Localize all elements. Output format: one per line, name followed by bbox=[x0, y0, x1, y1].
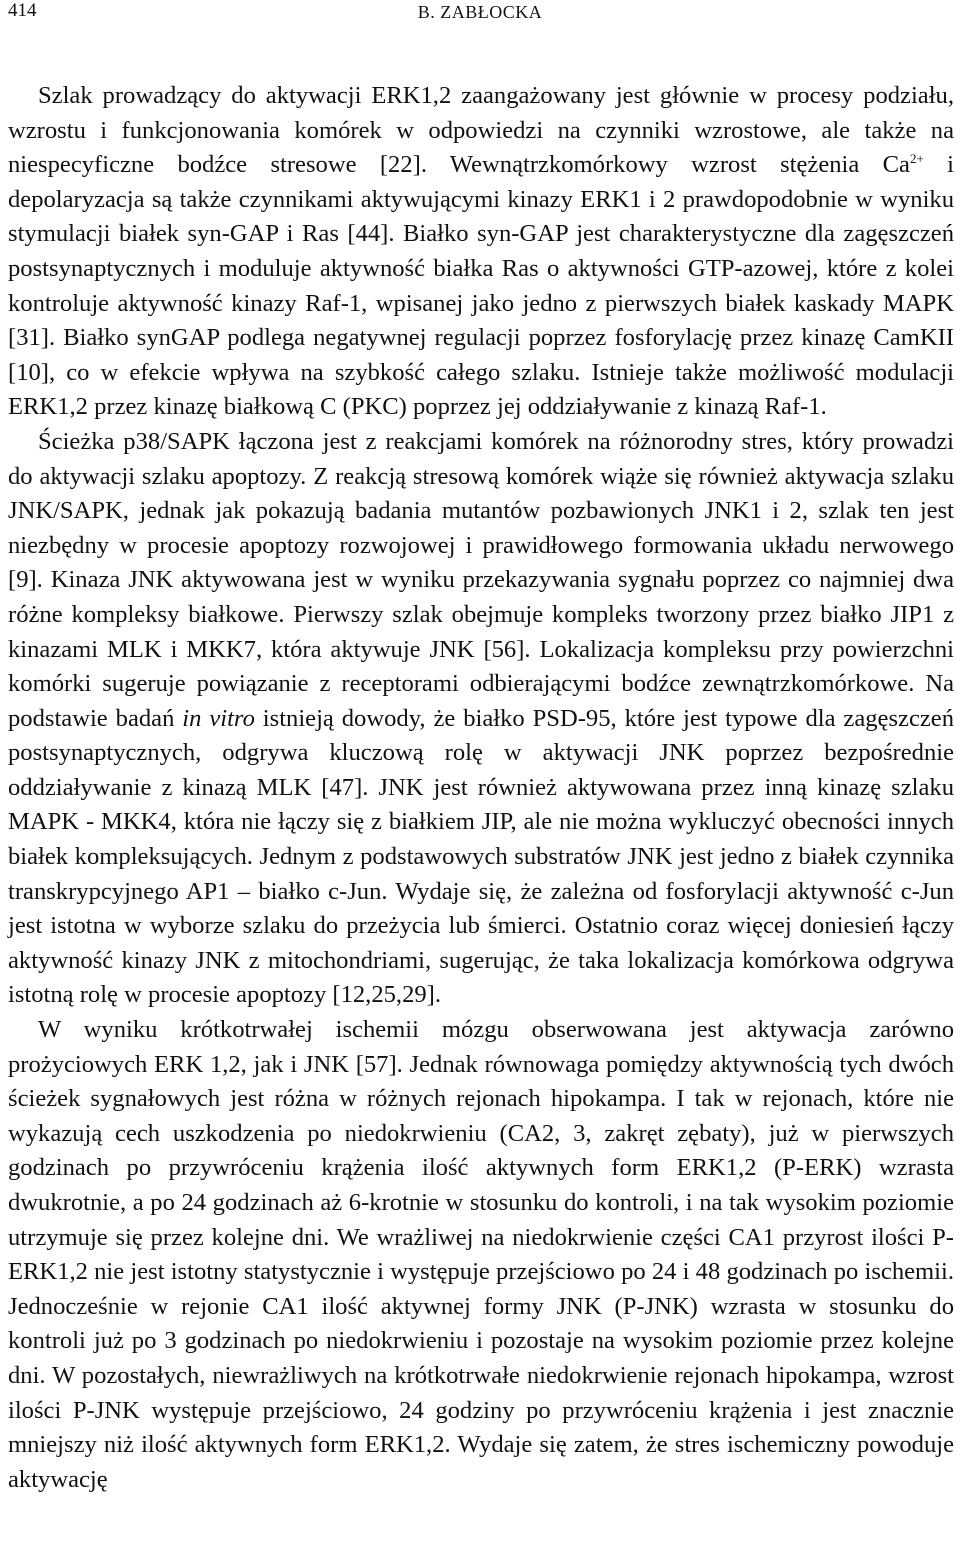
running-head: B. ZABŁOCKA bbox=[417, 2, 543, 22]
paragraph bbox=[8, 425, 954, 1013]
italic-term: in vitro bbox=[182, 704, 255, 732]
paragraph-text: istnieją dowody, że białko PSD-95, które jest typowe dla zagęszczeń postsynaptycznych, odgrywa kluczową rolę w aktywacji JNK poprzez bezpośrednie oddziaływanie z kinazą MLK [47]. JNK jest również aktywowana przez inną kinazę szlaku MAPK - MKK4, która nie łączy się z białkiem JIP, ale nie można wykluczyć obecności innych białek kompleksujących. Jednym z podstawowych substratów JNK jest jedno z białek czynnika transkrypcyjnego AP1 – białko c-Jun. Wydaje się, że zależna od fosforylacji aktywność c-Jun jest istotna w wyborze szlaku do przeżycia lub śmierci. Ostatnio coraz więcej doniesień łączy aktywność kinazy JNK z mitochondriami, sugerując, że taka lokalizacja komórkowa odgrywa istotną rolę w procesie apoptozy [12,25,29]. bbox=[8, 704, 954, 1009]
paragraph bbox=[8, 79, 954, 425]
paragraph bbox=[8, 1013, 954, 1497]
paragraph-text: Szlak prowadzący do aktywacji ERK1,2 zaangażowany jest głównie w procesy podziału, wzrostu i funkcjonowania komórek w odpowiedzi na czynniki wzrostowe, ale także na niespecyficzne bodźce stresowe [22]. Wewnątrzkomórkowy wzrost stężenia Ca bbox=[8, 82, 954, 179]
paragraph-text: Ścieżka p38/SAPK łączona jest z reakcjami komórek na różnorodny stres, który prowadzi do aktywacji szlaku apoptozy. Z reakcją stresową komórek wiąże się również aktywacja szlaku JNK/SAPK, jednak jak pokazują badania mutantów pozbawionych JNK1 i 2, szlak ten jest niezbędny w procesie apoptozy rozwojowej i prawidłowego formowania układu nerwowego [9]. Kinaza JNK aktywowana jest w wyniku przekazywania sygnału poprzez co najmniej dwa różne kompleksy białkowe. Pierwszy szlak obejmuje kompleks tworzony przez białko JIP1 z kinazami MLK i MKK7, która aktywuje JNK [56]. Lokalizacja kompleksu przy powierzchni komórki sugeruje powiązanie z receptorami odbierającymi bodźce zewnątrzkomórkowe. Na podstawie badań bbox=[8, 427, 954, 732]
article-body bbox=[8, 79, 954, 1497]
paragraph-text: W wyniku krótkotrwałej ischemii mózgu obserwowana jest aktywacja zarówno prożyciowych ERK 1,2, jak i JNK [57]. Jednak równowaga pomiędzy aktywnością tych dwóch ścieżek sygnałowych jest różna w różnych rejonach hipokampa. I tak w rejonach, które nie wykazują cech uszkodzenia po niedokrwieniu (CA2, 3, zakręt zębaty), już w pierwszych godzinach po przywróceniu krążenia ilość aktywnych form ERK1,2 (P-ERK) wzrasta dwukrotnie, a po 24 godzinach aż 6-krotnie w stosunku do kontroli, i na tak wysokim poziomie utrzymuje się przez kolejne dni. We wrażliwej na niedokrwienie części CA1 przyrost ilości P-ERK1,2 nie jest istotny statystycznie i występuje przejściowo po 24 i 48 godzinach po ischemii. Jednocześnie w rejonie CA1 ilość aktywnej formy JNK (P-JNK) wzrasta w stosunku do kontroli już po 3 godzinach po niedokrwieniu i pozostaje na wysokim poziomie przez kolejne dni. W pozostałych, niewrażliwych na krótkotrwałe niedokrwienie rejonach hipokampa, wzrost ilości P-JNK występuje przejściowo, 24 godziny po przywróceniu krążenia i jest znacznie mniejszy niż ilość aktywnych form ERK1,2. Wydaje się zatem, że stres ischemiczny powoduje aktywację bbox=[8, 1016, 954, 1493]
page-header bbox=[0, 0, 960, 30]
page-number: 414 bbox=[8, 0, 37, 21]
paragraph-text: i depolaryzacja są także czynnikami aktywującymi kinazy ERK1 i 2 prawdopodobnie w wyniku stymulacji białek syn-GAP i Ras [44]. Białko syn-GAP jest charakterystyczne dla zagęszczeń postsynaptycznych i moduluje aktywność białka Ras o aktywności GTP-azowej, które z kolei kontroluje aktywność kinazy Raf-1, wpisanej jako jedno z pierwszych białek kaskady MAPK [31]. Białko synGAP podlega negatywnej regulacji poprzez fosforylację przez kinazę CamKII [10], co w efekcie wpływa na szybkość całego szlaku. Istnieje także możliwość modulacji ERK1,2 przez kinazę białkową C (PKC) poprzez jej oddziaływanie z kinazą Raf-1. bbox=[8, 151, 954, 421]
superscript: 2+ bbox=[909, 151, 924, 166]
